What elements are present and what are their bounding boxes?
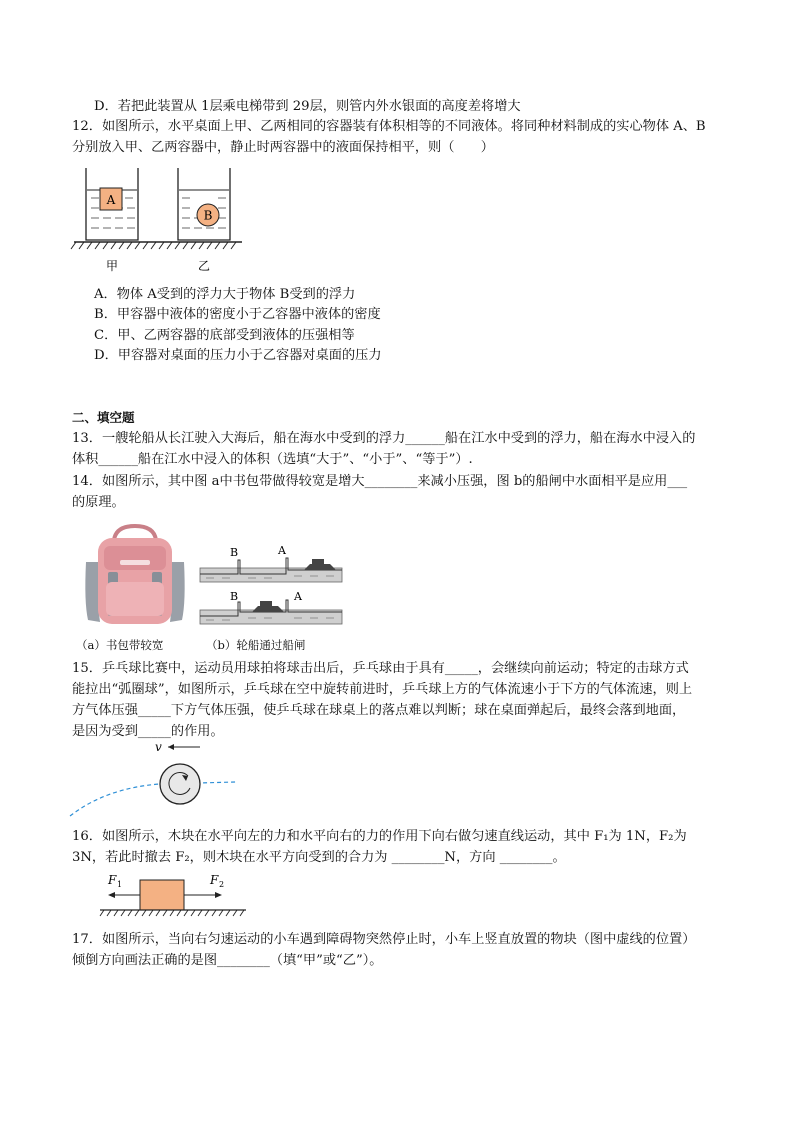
ship-lock-image — [198, 540, 344, 630]
backpack-image — [80, 522, 190, 628]
q15-line2: 能拉出“弧圈球”，如图所示，乒乓球在空中旋转前进时，乒乓球上方的气体流速小于下方的气体流速，则上 — [72, 682, 693, 697]
q13-line1: 13．一艘轮船从长江驶入大海后，船在海水中受到的浮力______船在江水中受到的浮力，船在海水中浸入的 — [72, 431, 696, 446]
force-f1-label: F — [108, 873, 117, 887]
caption-a: （a）书包带较宽 — [76, 638, 164, 652]
q11-option-d: D．若把此装置从 1层乘电梯带到 29层，则管内外水银面的高度差将增大 — [94, 99, 521, 114]
q15-line3: 方气体压强_____下方气体压强，使乒乓球在球桌上的落点难以判断；球在桌面弹起后，最终会落到地面， — [72, 703, 686, 718]
object-b-label: B — [203, 208, 213, 223]
q16-line2: 3N，若此时撤去 F₂，则木块在水平方向受到的合力为 ________N，方向 ________。 — [72, 850, 566, 865]
q12-option-b: B．甲容器中液体的密度小于乙容器中液体的密度 — [94, 307, 381, 322]
ball-trajectory — [70, 782, 236, 816]
q16-line1: 16．如图所示，木块在水平向左的力和水平向右的力的作用下向右做匀速直线运动，其中 F₁为 1N，F₂为 — [72, 829, 687, 844]
q12-stem-line1: 12．如图所示，水平桌面上甲、乙两相同的容器装有体积相等的不同液体。将同种材料制成的实心物体 A、B — [72, 119, 706, 134]
q15-line1: 15．乒乓球比赛中，运动员用球拍将球击出后，乒乓球由于具有_____，会继续向前运动；特定的击球方式 — [72, 661, 689, 676]
ship-top — [304, 564, 336, 570]
q13-line2: 体积______船在江水中浸入的体积（选填“大于”、“小于”、“等于”）. — [72, 452, 473, 467]
label-jia: 甲 — [105, 259, 119, 273]
q12-option-d: D．甲容器对桌面的压力小于乙容器对桌面的压力 — [94, 348, 382, 363]
q17-line2: 倾倒方向画法正确的是图________（填“甲”或“乙”）。 — [72, 953, 383, 968]
pingpong-ball — [160, 764, 200, 804]
object-a-label: A — [106, 193, 116, 207]
block-forces-figure — [98, 870, 248, 922]
q14-line1: 14．如图所示，其中图 a中书包带做得较宽是增大________来减小压强，图 b的船闸中水面相平是应用___ — [72, 474, 688, 489]
section-title: 二、填空题 — [72, 410, 135, 425]
svg-text:1: 1 — [117, 880, 123, 889]
q12-stem-line2: 分别放入甲、乙两容器中，静止时两容器中的液面保持相平，则（ ） — [72, 140, 494, 155]
svg-text:2: 2 — [219, 880, 225, 889]
q14-line2: 的原理。 — [72, 495, 125, 510]
container-jia — [86, 168, 138, 240]
pingpong-figure — [66, 738, 252, 824]
lock-label-b-bottom: B — [230, 590, 239, 603]
q17-line1: 17．如图所示，当向右匀速运动的小车遇到障碍物突然停止时，小车上竖直放置的物块（图中虚线的位置） — [72, 932, 696, 947]
lock-label-b-top: B — [230, 546, 239, 559]
lock-label-a-top: A — [278, 544, 286, 557]
lock-label-a-bottom: A — [294, 590, 302, 603]
wood-block — [140, 880, 184, 910]
q12-option-c: C．甲、乙两容器的底部受到液体的压强相等 — [94, 328, 355, 343]
q12-option-a: A．物体 A受到的浮力大于物体 B受到的浮力 — [94, 287, 356, 302]
container-yi — [178, 168, 230, 240]
caption-b: （b）轮船通过船闸 — [206, 638, 306, 652]
q12-containers-figure — [70, 164, 250, 276]
velocity-label: v — [155, 740, 162, 754]
label-yi: 乙 — [197, 259, 211, 273]
force-f2-label: F — [210, 873, 219, 887]
q15-line4: 是因为受到_____的作用。 — [72, 724, 224, 739]
ship-bottom — [252, 606, 284, 612]
